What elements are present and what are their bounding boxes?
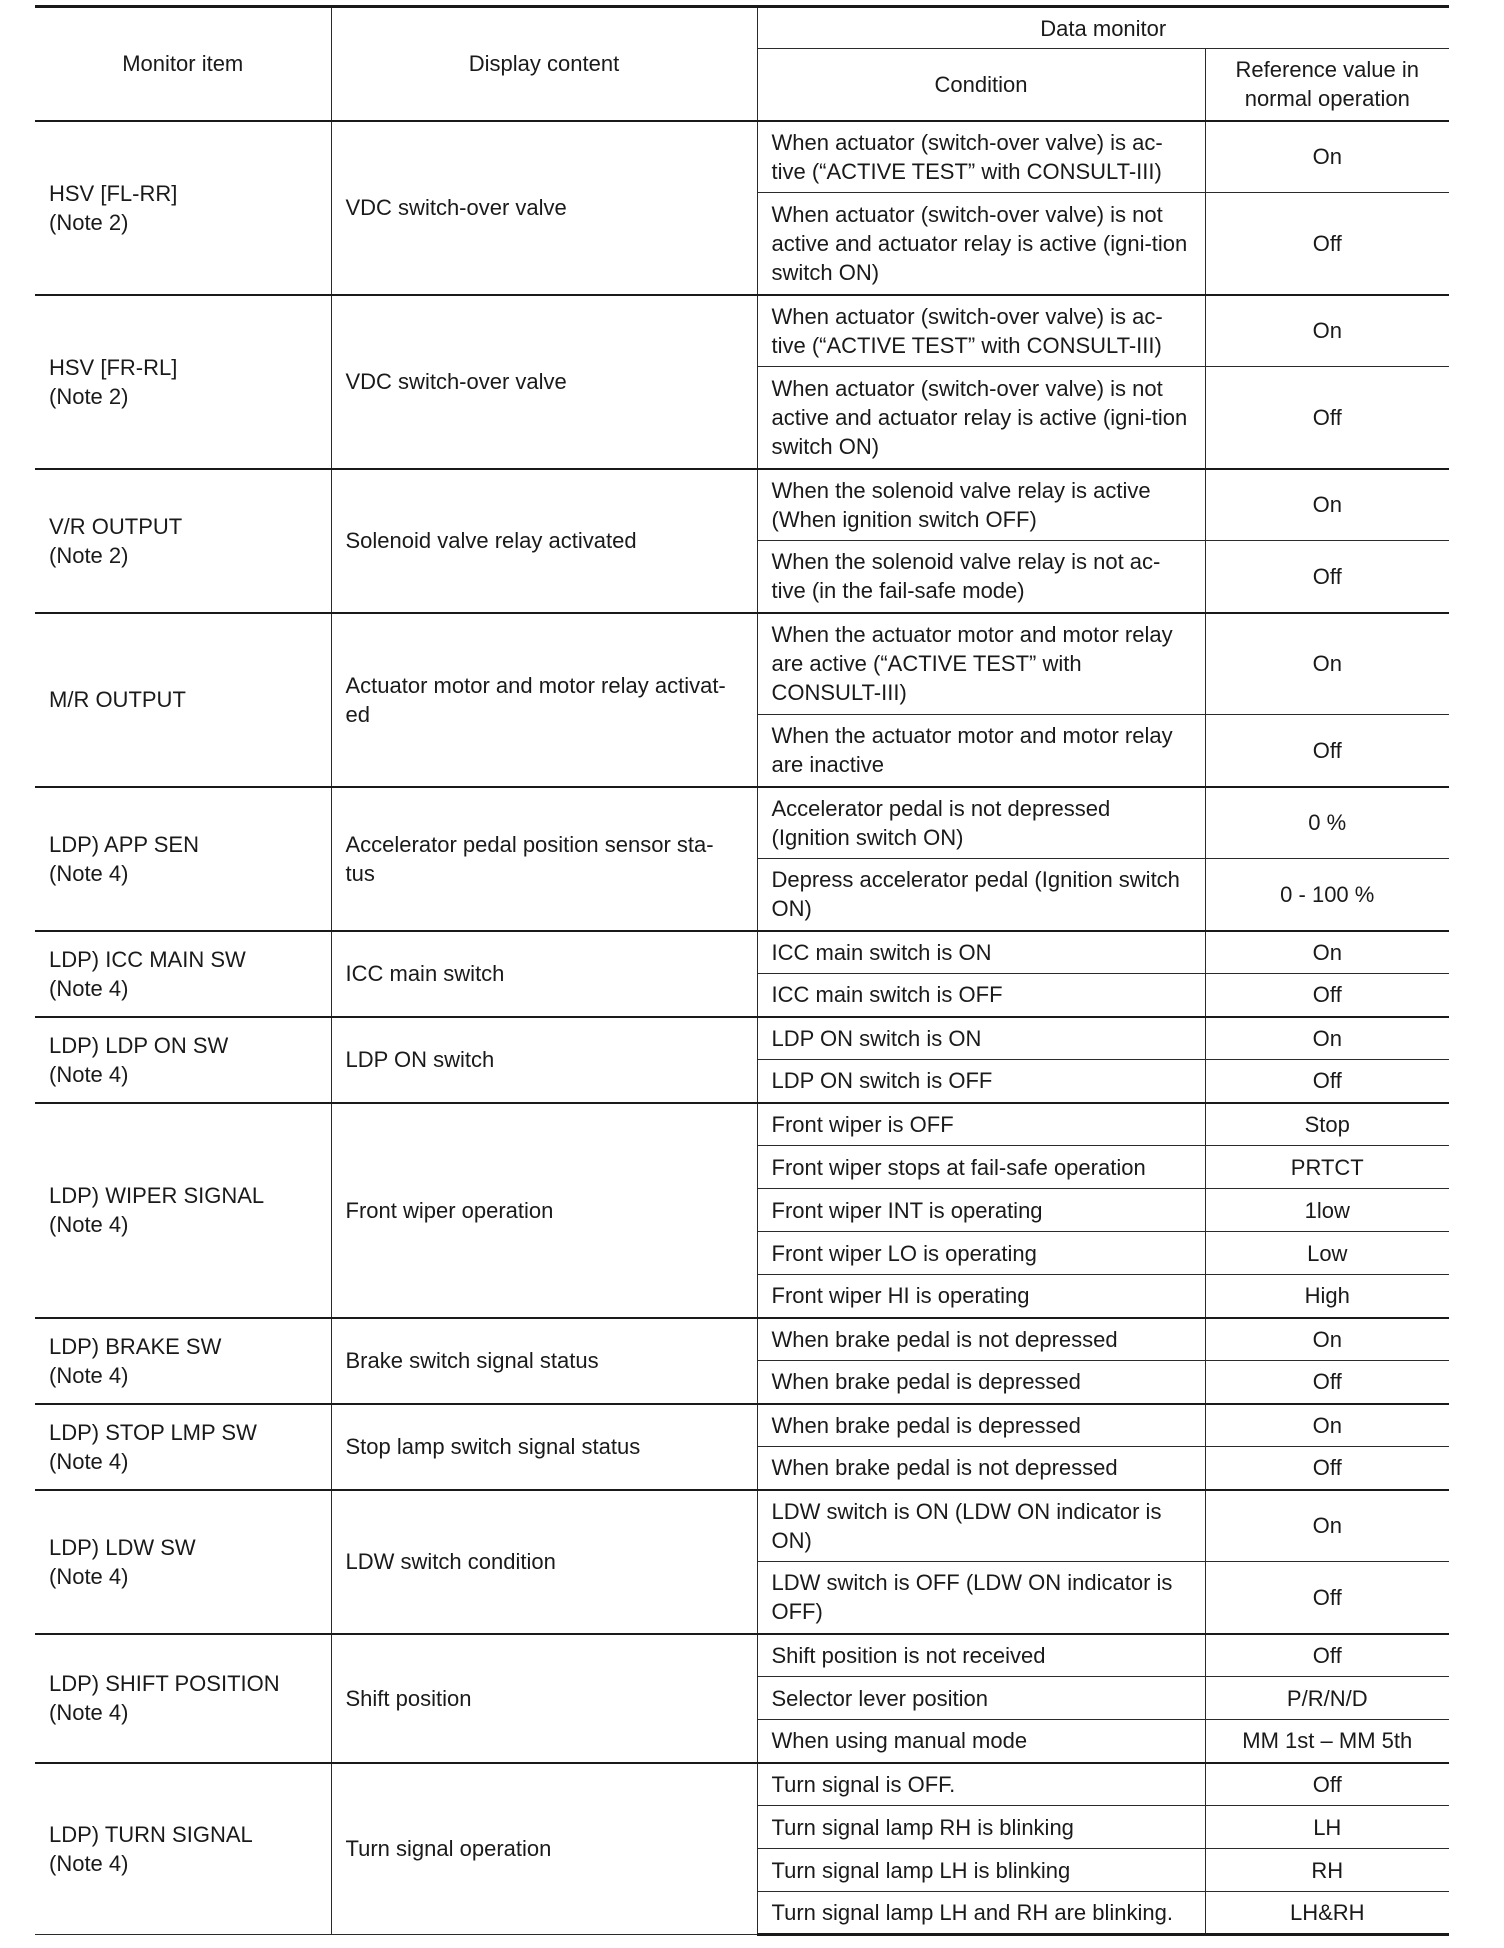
condition-cell: Front wiper stops at fail-safe operation bbox=[757, 1146, 1205, 1189]
table-row bbox=[35, 1103, 1449, 1146]
reference-value-cell: 1low bbox=[1205, 1189, 1449, 1232]
monitor-item-name: LDP) STOP LMP SW bbox=[49, 1419, 257, 1445]
display-content-cell: Front wiper operation bbox=[331, 1103, 757, 1318]
monitor-item-name: LDP) TURN SIGNAL bbox=[49, 1821, 253, 1847]
table-row bbox=[35, 469, 1449, 541]
condition-cell: When actuator (switch-over valve) is ac-tive (“ACTIVE TEST” with CONSULT-III) bbox=[757, 121, 1205, 193]
condition-cell: Turn signal lamp RH is blinking bbox=[757, 1806, 1205, 1849]
reference-value-cell: On bbox=[1205, 1318, 1449, 1361]
monitor-item-note: (Note 4) bbox=[49, 860, 129, 886]
reference-value-cell: On bbox=[1205, 1404, 1449, 1447]
condition-cell: Front wiper HI is operating bbox=[757, 1275, 1205, 1318]
condition-cell: Turn signal is OFF. bbox=[757, 1763, 1205, 1806]
condition-cell: When the solenoid valve relay is not ac-tive (in the fail-safe mode) bbox=[757, 541, 1205, 613]
monitor-item-cell bbox=[35, 1017, 331, 1103]
monitor-item-cell bbox=[35, 931, 331, 1017]
condition-cell: When brake pedal is depressed bbox=[757, 1361, 1205, 1404]
table-row bbox=[35, 1763, 1449, 1806]
reference-value-cell: 0 % bbox=[1205, 787, 1449, 859]
header-reference-value: Reference value in normal operation bbox=[1205, 49, 1449, 121]
reference-value-cell: Off bbox=[1205, 1361, 1449, 1404]
reference-value-cell: On bbox=[1205, 295, 1449, 367]
monitor-item-cell bbox=[35, 121, 331, 295]
condition-cell: When actuator (switch-over valve) is ac-tive (“ACTIVE TEST” with CONSULT-III) bbox=[757, 295, 1205, 367]
reference-value-cell: Low bbox=[1205, 1232, 1449, 1275]
display-content-cell: VDC switch-over valve bbox=[331, 295, 757, 469]
condition-cell: When brake pedal is not depressed bbox=[757, 1447, 1205, 1490]
monitor-item-note: (Note 2) bbox=[49, 383, 129, 409]
table-row bbox=[35, 1404, 1449, 1447]
reference-value-cell: On bbox=[1205, 121, 1449, 193]
display-content-cell: Solenoid valve relay activated bbox=[331, 469, 757, 613]
monitor-item-note: (Note 4) bbox=[49, 1850, 129, 1876]
header-data-monitor: Data monitor bbox=[757, 7, 1449, 49]
condition-cell: ICC main switch is OFF bbox=[757, 974, 1205, 1017]
table-row bbox=[35, 613, 1449, 715]
reference-value-cell: High bbox=[1205, 1275, 1449, 1318]
monitor-item-name: LDP) WIPER SIGNAL bbox=[49, 1183, 265, 1208]
monitor-item-name: LDP) APP SEN bbox=[49, 831, 199, 857]
table-body bbox=[35, 121, 1449, 1935]
header-display-content: Display content bbox=[331, 7, 757, 121]
display-content-cell: Turn signal operation bbox=[331, 1763, 757, 1935]
condition-cell: LDW switch is OFF (LDW ON indicator is OFF) bbox=[757, 1562, 1205, 1634]
monitor-item-cell bbox=[35, 613, 331, 787]
monitor-item-name: HSV [FR-RL] bbox=[49, 354, 178, 380]
monitor-item-name: V/R OUTPUT bbox=[49, 513, 183, 539]
reference-value-cell: Off bbox=[1205, 1763, 1449, 1806]
condition-cell: Depress accelerator pedal (Ignition switch ON) bbox=[757, 859, 1205, 931]
reference-value-cell: On bbox=[1205, 1017, 1449, 1060]
header-monitor-item: Monitor item bbox=[35, 7, 331, 121]
table-row bbox=[35, 121, 1449, 193]
reference-value-cell: Off bbox=[1205, 541, 1449, 613]
table-row bbox=[35, 787, 1449, 859]
condition-cell: ICC main switch is ON bbox=[757, 931, 1205, 974]
monitor-item-cell bbox=[35, 295, 331, 469]
condition-cell: LDP ON switch is ON bbox=[757, 1017, 1205, 1060]
condition-cell: When brake pedal is depressed bbox=[757, 1404, 1205, 1447]
table-row bbox=[35, 1634, 1449, 1677]
condition-cell: Accelerator pedal is not depressed (Ignition switch ON) bbox=[757, 787, 1205, 859]
table-row bbox=[35, 931, 1449, 974]
display-content-cell: Shift position bbox=[331, 1634, 757, 1763]
display-content-cell: VDC switch-over valve bbox=[331, 121, 757, 295]
monitor-item-name: LDP) BRAKE SW bbox=[49, 1333, 222, 1359]
table-row bbox=[35, 295, 1449, 367]
reference-value-cell: Off bbox=[1205, 1562, 1449, 1634]
monitor-item-note: (Note 4) bbox=[49, 975, 129, 1001]
condition-cell: LDP ON switch is OFF bbox=[757, 1060, 1205, 1103]
condition-cell: When using manual mode bbox=[757, 1720, 1205, 1763]
condition-cell: Front wiper INT is operating bbox=[757, 1189, 1205, 1232]
monitor-item-name: LDP) ICC MAIN SW bbox=[49, 946, 246, 972]
display-content-cell: Stop lamp switch signal status bbox=[331, 1404, 757, 1490]
monitor-item-note: (Note 4) bbox=[49, 1061, 129, 1087]
reference-value-cell: Off bbox=[1205, 1060, 1449, 1103]
display-content-cell: Actuator motor and motor relay activat-ed bbox=[331, 613, 757, 787]
condition-cell: When brake pedal is not depressed bbox=[757, 1318, 1205, 1361]
display-content-cell: Accelerator pedal position sensor sta-tus bbox=[331, 787, 757, 931]
reference-value-cell: Off bbox=[1205, 193, 1449, 295]
condition-cell: Turn signal lamp LH and RH are blinking. bbox=[757, 1892, 1205, 1935]
monitor-item-note: (Note 4) bbox=[49, 1212, 129, 1237]
reference-value-cell: Stop bbox=[1205, 1103, 1449, 1146]
monitor-item-cell bbox=[35, 469, 331, 613]
monitor-item-note: (Note 4) bbox=[49, 1700, 129, 1725]
condition-cell: When the actuator motor and motor relay are inactive bbox=[757, 715, 1205, 787]
condition-cell: LDW switch is ON (LDW ON indicator is ON) bbox=[757, 1490, 1205, 1562]
monitor-item-note: (Note 2) bbox=[49, 209, 129, 235]
condition-cell: Selector lever position bbox=[757, 1677, 1205, 1720]
data-monitor-table bbox=[35, 5, 1449, 1936]
reference-value-cell: RH bbox=[1205, 1849, 1449, 1892]
reference-value-cell: LH&RH bbox=[1205, 1892, 1449, 1935]
monitor-item-note: (Note 2) bbox=[49, 542, 129, 568]
condition-cell: Shift position is not received bbox=[757, 1634, 1205, 1677]
monitor-item-cell bbox=[35, 1634, 331, 1763]
monitor-item-cell bbox=[35, 1103, 331, 1318]
reference-value-cell: Off bbox=[1205, 367, 1449, 469]
reference-value-cell: LH bbox=[1205, 1806, 1449, 1849]
condition-cell: Front wiper is OFF bbox=[757, 1103, 1205, 1146]
condition-cell: Front wiper LO is operating bbox=[757, 1232, 1205, 1275]
display-content-cell: ICC main switch bbox=[331, 931, 757, 1017]
reference-value-cell: PRTCT bbox=[1205, 1146, 1449, 1189]
reference-value-cell: Off bbox=[1205, 974, 1449, 1017]
reference-value-cell: On bbox=[1205, 469, 1449, 541]
monitor-item-name: HSV [FL-RR] bbox=[49, 180, 178, 206]
table-row bbox=[35, 1318, 1449, 1361]
monitor-item-cell bbox=[35, 1490, 331, 1634]
reference-value-cell: MM 1st – MM 5th bbox=[1205, 1720, 1449, 1763]
display-content-cell: LDW switch condition bbox=[331, 1490, 757, 1634]
monitor-item-note: (Note 4) bbox=[49, 1362, 129, 1388]
condition-cell: When the solenoid valve relay is active (When ignition switch OFF) bbox=[757, 469, 1205, 541]
monitor-item-note: (Note 4) bbox=[49, 1563, 129, 1589]
reference-value-cell: On bbox=[1205, 613, 1449, 715]
condition-cell: Turn signal lamp LH is blinking bbox=[757, 1849, 1205, 1892]
reference-value-cell: 0 - 100 % bbox=[1205, 859, 1449, 931]
monitor-item-name: LDP) LDP ON SW bbox=[49, 1032, 229, 1058]
monitor-item-cell bbox=[35, 787, 331, 931]
reference-value-cell: Off bbox=[1205, 715, 1449, 787]
condition-cell: When the actuator motor and motor relay are active (“ACTIVE TEST” with CONSULT-III) bbox=[757, 613, 1205, 715]
display-content-cell: LDP ON switch bbox=[331, 1017, 757, 1103]
monitor-item-cell bbox=[35, 1404, 331, 1490]
monitor-item-name: LDP) LDW SW bbox=[49, 1534, 196, 1560]
reference-value-cell: Off bbox=[1205, 1634, 1449, 1677]
monitor-item-name: M/R OUTPUT bbox=[49, 687, 186, 712]
monitor-item-name: LDP) SHIFT POSITION bbox=[49, 1671, 280, 1696]
table-header bbox=[35, 7, 1449, 121]
reference-value-cell: P/R/N/D bbox=[1205, 1677, 1449, 1720]
condition-cell: When actuator (switch-over valve) is not active and actuator relay is active (igni-tion switch ON) bbox=[757, 367, 1205, 469]
display-content-cell: Brake switch signal status bbox=[331, 1318, 757, 1404]
monitor-item-cell bbox=[35, 1763, 331, 1935]
header-condition: Condition bbox=[757, 49, 1205, 121]
monitor-item-note: (Note 4) bbox=[49, 1448, 129, 1474]
table-row bbox=[35, 1017, 1449, 1060]
table-row bbox=[35, 1490, 1449, 1562]
reference-value-cell: Off bbox=[1205, 1447, 1449, 1490]
reference-value-cell: On bbox=[1205, 931, 1449, 974]
condition-cell: When actuator (switch-over valve) is not active and actuator relay is active (igni-tion switch ON) bbox=[757, 193, 1205, 295]
reference-value-cell: On bbox=[1205, 1490, 1449, 1562]
monitor-item-cell bbox=[35, 1318, 331, 1404]
